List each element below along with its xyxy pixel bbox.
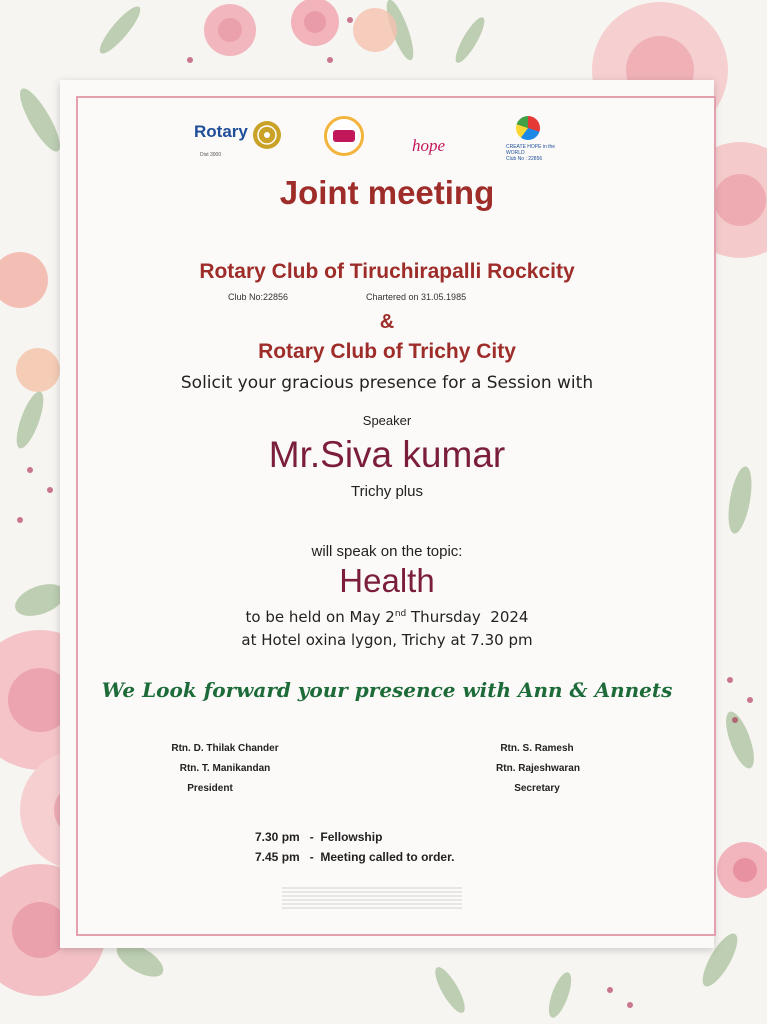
schedule-item	[255, 850, 454, 864]
left-signatory-line1: Rtn. D. Thilak Chander	[171, 743, 279, 754]
decorative-stamp	[282, 886, 462, 912]
event-venue: at Hotel oxina lygon, Trichy at 7.30 pm	[241, 631, 533, 649]
primary-club-name: Rotary Club of Tiruchirapalli Rockcity	[199, 260, 575, 283]
event-date	[60, 608, 714, 626]
chartered-date: Chartered on 31.05.1985	[366, 292, 467, 302]
schedule-separator: -	[309, 830, 314, 844]
schedule-time: 7.30 pm	[255, 830, 300, 844]
secretary-label: Secretary	[514, 783, 560, 794]
rotary-wheel-icon	[252, 120, 282, 150]
topic-label: will speak on the topic:	[311, 543, 463, 560]
globe-icon	[516, 116, 540, 140]
speaker-name: Mr.Siva kumar	[268, 434, 506, 475]
left-signatory-line2: Rtn. T. Manikandan	[179, 763, 271, 774]
right-signatory-line2: Rtn. Rajeshwaran	[496, 763, 580, 774]
event-date-prefix: to be held on May 2	[245, 608, 395, 626]
create-hope-text: CREATE HOPE in the WORLD	[506, 144, 556, 156]
schedule-activity: Fellowship	[320, 830, 383, 844]
ampersand: &	[379, 311, 395, 333]
event-date-ordinal: nd	[394, 609, 407, 619]
rotary-logo	[194, 122, 248, 158]
rotary-district: Dist 3000	[200, 152, 222, 158]
topic-title: Health	[339, 562, 435, 599]
schedule-activity: Meeting called to order.	[320, 850, 455, 864]
club-number: Club No:22856	[228, 292, 289, 302]
speaker-organization: Trichy plus	[351, 483, 423, 500]
solicit-text: Solicit your gracious presence for a Session with	[180, 373, 594, 393]
schedule-separator: -	[309, 850, 314, 864]
hope-logo	[406, 112, 450, 168]
create-hope-logo	[508, 112, 558, 172]
speaker-label: Speaker	[362, 413, 412, 428]
club-round-logo-mark	[333, 130, 355, 142]
president-label: President	[187, 783, 233, 794]
hope-wordmark: hope	[412, 136, 446, 155]
event-date-suffix: Thursday 2024	[406, 608, 529, 626]
rotary-wordmark: Rotary	[194, 122, 248, 141]
club-round-logo	[324, 116, 364, 156]
right-signatory-line1: Rtn. S. Ramesh	[500, 743, 574, 754]
schedule-time: 7.45 pm	[255, 850, 300, 864]
closing-line: We Look forward your presence with Ann & Annets	[101, 678, 673, 702]
secondary-club-name: Rotary Club of Trichy City	[258, 340, 516, 363]
create-hope-club-no: Club No : 22856	[506, 156, 543, 162]
page-title: Joint meeting	[279, 174, 495, 211]
logo-strip	[190, 112, 570, 172]
schedule-item	[255, 830, 382, 844]
